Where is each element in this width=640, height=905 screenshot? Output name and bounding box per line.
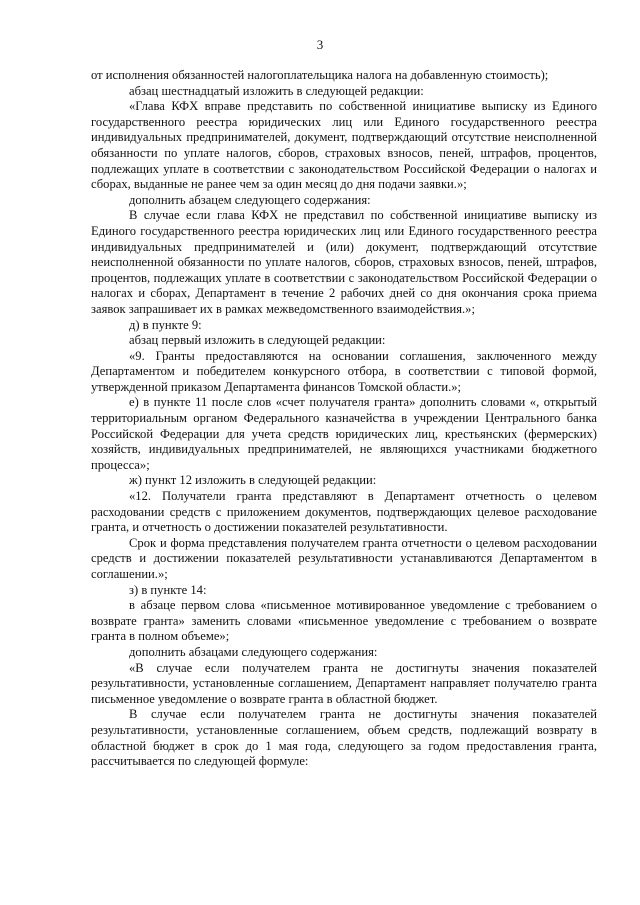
document-body bbox=[91, 68, 597, 770]
paragraph: В случае если получателем гранта не достигнуты значения показателей результативности, установленные соглашением, объем средств, подлежащий возврату в областной бюджет в срок до 1 мая года, следующего за годом предоставления гранта, рассчитывается по следующей формуле: bbox=[91, 707, 597, 769]
paragraph: абзац шестнадцатый изложить в следующей редакции: bbox=[129, 83, 424, 98]
paragraph: «Глава КФХ вправе представить по собственной инициативе выписку из Единого государственного реестра юридических лиц или Единого государственного реестра индивидуальных предпринимателей, документ, подтверждающий отсутствие неисполненной обязанности по уплате налогов, сборов, страховых взносов, пеней, штрафов, процентов, подлежащих уплате в соответствии с законодательством Российской Федерации о налогах и сборах, выданные не ранее чем за один месяц до дня подачи заявки.»; bbox=[91, 99, 597, 192]
paragraph: «12. Получатели гранта представляют в Департамент отчетность о целевом расходовании средств с приложением документов, подтверждающих целевое расходование гранта, и отчетность о достижении показателей результативности. bbox=[91, 489, 597, 535]
paragraph: ж) пункт 12 изложить в следующей редакции: bbox=[129, 473, 377, 488]
paragraph: д) в пункте 9: bbox=[129, 317, 202, 332]
paragraph: дополнить абзацем следующего содержания: bbox=[129, 192, 371, 207]
page-number: 3 bbox=[316, 37, 324, 52]
paragraph: «9. Гранты предоставляются на основании соглашения, заключенного между Департаментом и победителем конкурсного отбора, в соответствии с типовой формой, утвержденной приказом Департамента финансов Томской области.»; bbox=[91, 348, 597, 394]
paragraph: з) в пункте 14: bbox=[129, 582, 207, 597]
paragraph: «В случае если получателем гранта не достигнуты значения показателей результативности, установленные соглашением, Департамент направляет получателю гранта письменное уведомление о возврате гранта в областной бюджет. bbox=[91, 660, 597, 706]
paragraph: Срок и форма представления получателем гранта отчетности о целевом расходовании средств и достижении показателей результативности устанавливаются Департаментом в соглашении.»; bbox=[91, 535, 597, 581]
paragraph: е) в пункте 11 после слов «счет получателя гранта» дополнить словами «, открытый территориальным органом Федерального казначейства в учреждении Центрального банка Российской Федерации для учета средств юридических лиц, крестьянских (фермерских) хозяйств, индивидуальных предпринимателей, не являющихся участниками бюджетного процесса»; bbox=[91, 395, 597, 472]
paragraph: в абзаце первом слова «письменное мотивированное уведомление с требованием о возврате гранта» заменить словами «письменное уведомление с требованием о возврате гранта в полном объеме»; bbox=[91, 598, 597, 644]
paragraph: от исполнения обязанностей налогоплательщика налога на добавленную стоимость); bbox=[91, 68, 549, 82]
paragraph: В случае если глава КФХ не представил по собственной инициативе выписку из Единого государственного реестра юридических лиц или Единого государственного реестра индивидуальных предпринимателей и (или) документ, подтверждающий отсутствие неисполненной обязанности по уплате налогов, сборов, страховых взносов, пеней, штрафов, процентов, подлежащих уплате в соответствии с законодательством Российской Федерации о налогах и сборах, Департамент в течение 2 рабочих дней со дня окончания срока приема заявок запрашивает их в рамках межведомственного взаимодействия.»; bbox=[91, 208, 597, 316]
paragraph: абзац первый изложить в следующей редакции: bbox=[129, 333, 386, 348]
paragraph: дополнить абзацами следующего содержания: bbox=[129, 644, 378, 659]
